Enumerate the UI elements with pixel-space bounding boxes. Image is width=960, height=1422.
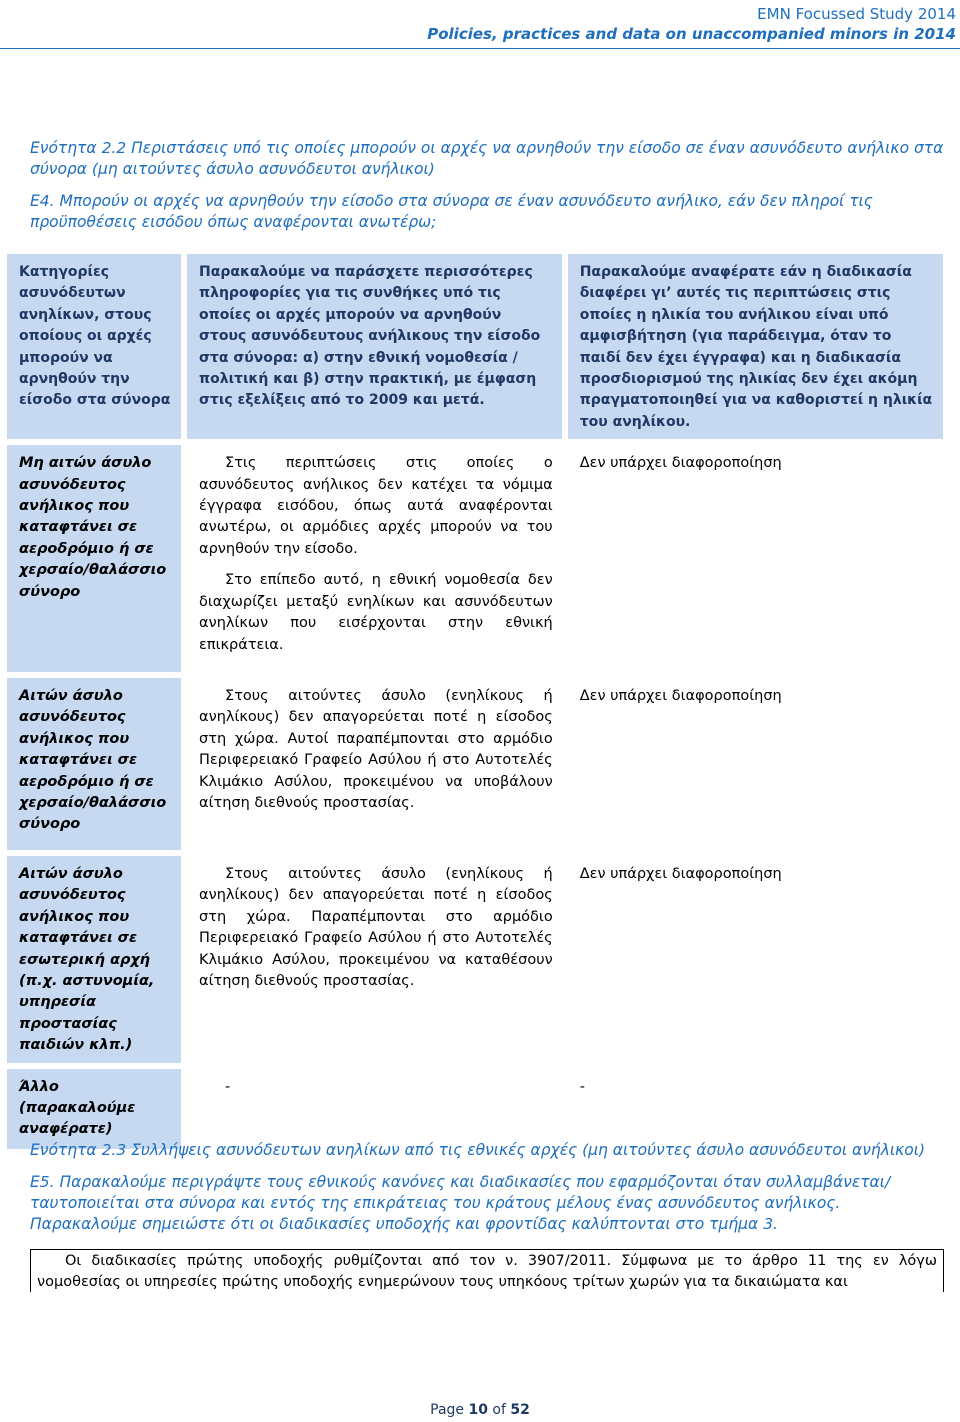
header-rule [0, 48, 960, 49]
footer-page-number: 10 [468, 1402, 488, 1418]
row-circumstances [187, 445, 562, 672]
table-row [7, 1069, 943, 1149]
row-age-answer: Δεν υπάρχει διαφοροποίηση [579, 455, 782, 472]
section-2-2-heading: Ενότητα 2.2 Περιστάσεις υπό τις οποίες μπορούν οι αρχές να αρνηθούν την είσοδο σε έναν ασυνόδευτο ανήλικο στα σύνορα (μη αιτούντες άσυλο ασυνόδευτοι ανήλικοι) [30, 139, 944, 178]
row-paragraph: Στο επίπεδο αυτό, η εθνική νομοθεσία δεν διαχωρίζει μεταξύ ενηλίκων και ασυνόδευτων ανηλίκων που εισέρχονται στην εθνική επικράτεια. [199, 572, 553, 653]
row-circumstances [187, 856, 562, 1063]
header-circumstances: Παρακαλούμε να παράσχετε περισσότερες πληροφορίες για τις συνθήκες υπό τις οποίες οι αρχές μπορούν να αρνηθούν στους ασυνόδευτους ανήλικους την είσοδο στα σύνορα: α) στην εθνική νομοθεσία / πολιτική και β) στην πρακτική, με έμφαση στις εξελίξεις από το 2009 και μετά. [187, 254, 562, 439]
table-row [7, 678, 943, 850]
footer-page-label: Page [430, 1402, 465, 1418]
answer-e5-text: Οι διαδικασίες πρώτης υποδοχής ρυθμίζονται από τον ν. 3907/2011. Σύμφωνα με το άρθρο 11 της εν λόγω νομοθεσίας οι υπηρεσίες πρώτης υποδοχής ενημερώνουν τους υπηκόους τρίτων χωρών για τα δικαιώματα και [37, 1253, 937, 1290]
footer-page-total: 52 [510, 1402, 530, 1418]
question-e5: Ε5. Παρακαλούμε περιγράψτε τους εθνικούς κανόνες και διαδικασίες που εφαρμόζονται όταν συλλαμβάνεται/ταυτοποιείται στα σύνορα και εντός της επικράτειας του κράτους μέλους ένας ασυνόδευτος ανήλικος. Παρακαλούμε σημειώστε ότι οι διαδικασίες υποδοχής και φροντίδας καλύπτονται στο τμήμα 3. [30, 1173, 891, 1233]
entry-refusal-table [1, 248, 949, 1155]
header-age-dispute: Παρακαλούμε αναφέρατε εάν η διαδικασία διαφέρει γι’ αυτές τις περιπτώσεις στις οποίες η ηλικία του ανήλικου είναι υπό αμφισβήτηση (για παράδειγμα, όταν το παιδί δεν έχει έγγραφα) και η διαδικασία προσδιορισμού της ηλικίας δεν έχει ακόμη πραγματοποιηθεί για να καθοριστεί η ηλικία του ανηλίκου. [568, 254, 943, 439]
footer-of-label: of [492, 1402, 506, 1418]
row-age-answer: Δεν υπάρχει διαφοροποίηση [579, 687, 782, 704]
row-paragraph: - [225, 1078, 231, 1095]
table-row [7, 856, 943, 1063]
row-category: Αιτών άσυλο ασυνόδευτος ανήλικος που καταφτάνει σε αεροδρόμιο ή σε χερσαίο/θαλάσσιο σύνορο [7, 678, 181, 850]
row-circumstances [187, 678, 562, 850]
header-study-subtitle: Policies, practices and data on unaccompanied minors in 2014 [427, 25, 956, 43]
page-footer [0, 1402, 960, 1418]
header-categories: Κατηγορίες ασυνόδευτων ανηλίκων, στους οποίους οι αρχές μπορούν να αρνηθούν την είσοδο στα σύνορα [7, 254, 181, 439]
table-header-row [7, 254, 943, 439]
table-row [7, 445, 943, 672]
row-category: Άλλο (παρακαλούμε αναφέρατε) [7, 1069, 181, 1149]
row-category: Μη αιτών άσυλο ασυνόδευτος ανήλικος που καταφτάνει σε αεροδρόμιο ή σε χερσαίο/θαλάσσιο σύνορο [7, 445, 181, 672]
row-circumstances [187, 1069, 562, 1149]
row-age-answer: - [579, 1078, 585, 1095]
section-2-3-heading: Ενότητα 2.3 Συλλήψεις ασυνόδευτων ανηλίκων από τις εθνικές αρχές (μη αιτούντες άσυλο ασυνόδευτοι ανήλικοι) [30, 1141, 926, 1159]
row-category: Αιτών άσυλο ασυνόδευτος ανήλικος που καταφτάνει σε εσωτερική αρχή (π.χ. αστυνομία, υπηρεσία προστασίας παιδιών κλπ.) [7, 856, 181, 1063]
row-paragraph: Στους αιτούντες άσυλο (ενηλίκους ή ανηλίκους) δεν απαγορεύεται ποτέ η είσοδος στη χώρα. Αυτοί παραπέμπονται στο αρμόδιο Περιφερειακό Γραφείο Ασύλου ή στο Αυτοτελές Κλιμάκιο Ασύλου, προκειμένου να υποβάλουν αίτηση διεθνούς προστασίας. [199, 687, 553, 811]
header-study-title: EMN Focussed Study 2014 [757, 5, 956, 23]
running-header [427, 4, 956, 44]
row-paragraph: Στις περιπτώσεις στις οποίες ο ασυνόδευτος ανήλικος δεν κατέχει τα νόμιμα έγγραφα εισόδου, όπως αυτά αναφέρονται ανωτέρω, οι αρμόδιες αρχές μπορούν να του αρνηθούν την είσοδο. [199, 455, 553, 557]
row-paragraph: Στους αιτούντες άσυλο (ενηλίκους ή ανηλίκους) δεν απαγορεύεται ποτέ η είσοδος στη χώρα. Παραπέμπονται στο αρμόδιο Περιφερειακό Γραφείο Ασύλου ή στο Αυτοτελές Κλιμάκιο Ασύλου, προκειμένου να καταθέσουν αίτηση διεθνούς προστασίας. [199, 865, 553, 989]
question-e4: Ε4. Μπορούν οι αρχές να αρνηθούν την είσοδο στα σύνορα σε έναν ασυνόδευτο ανήλικο, εάν δεν πληροί τις προϋποθέσεις εισόδου όπως αναφέρονται ανωτέρω; [30, 192, 873, 231]
row-age-answer: Δεν υπάρχει διαφοροποίηση [579, 865, 782, 882]
answer-box-e5 [30, 1249, 944, 1292]
